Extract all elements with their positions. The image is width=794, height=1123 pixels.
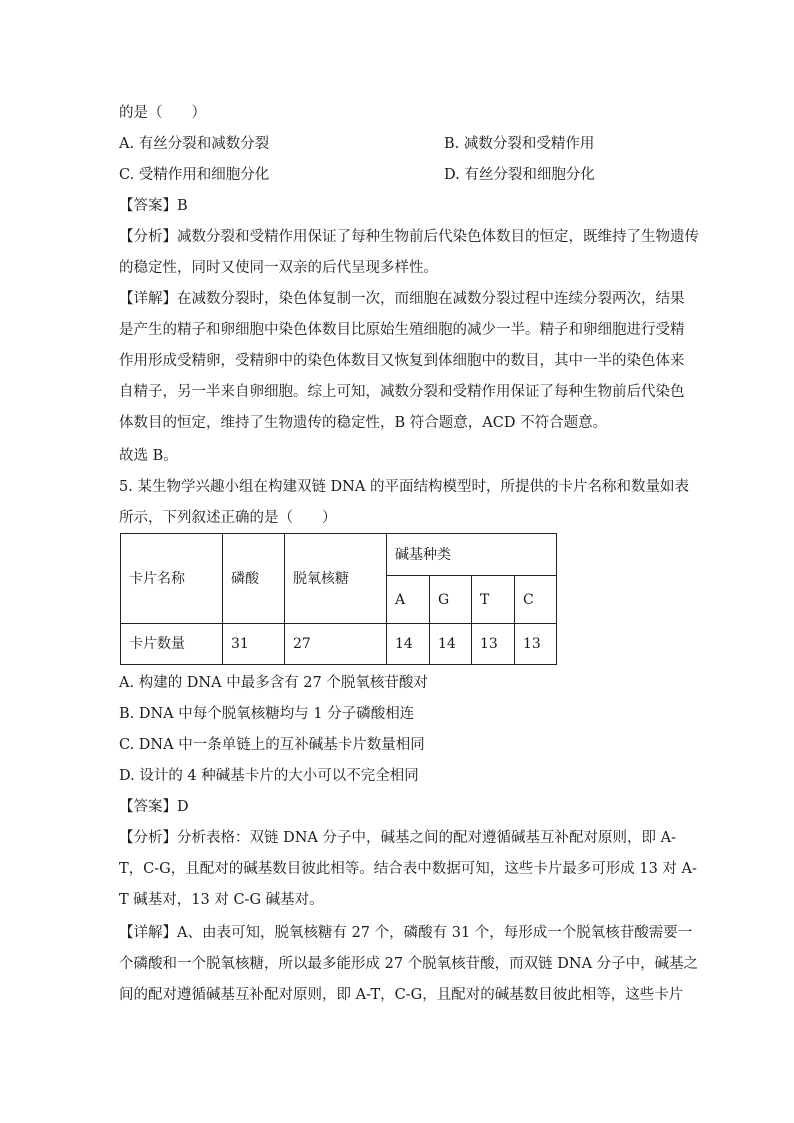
table-cell-c-count: 13	[515, 624, 557, 665]
detail-line: 自精子，另一半来自卵细胞。综上可知，减数分裂和受精作用保证了每种生物前后代染色	[119, 384, 685, 400]
option-b: B. 减数分裂和受精作用	[444, 136, 595, 152]
detail-line: 个磷酸和一个脱氧核糖，所以最多能形成 27 个脱氧核苷酸，而双链 DNA 分子中，碱基之	[119, 956, 699, 972]
option-c: C. 受精作用和细胞分化	[119, 167, 270, 183]
conclusion-line: 故选 B。	[119, 448, 178, 464]
table-cell-deoxyribose-count: 27	[285, 624, 387, 665]
option-a: A. 构建的 DNA 中最多含有 27 个脱氧核苷酸对	[119, 675, 428, 691]
table-header-deoxyribose: 脱氧核糖	[285, 534, 387, 624]
analysis-line: 【分析】分析表格：双链 DNA 分子中，碱基之间的配对遵循碱基互补配对原则，即 A-	[119, 830, 676, 846]
table-header-base-c: C	[515, 576, 557, 624]
option-c: C. DNA 中一条单链上的互补碱基卡片数量相同	[119, 737, 425, 753]
option-d: D. 设计的 4 种碱基卡片的大小可以不完全相同	[119, 768, 419, 784]
analysis-line: T 碱基对，13 对 C-G 碱基对。	[119, 892, 324, 908]
answer-line: 【答案】D	[119, 799, 189, 815]
detail-line: 体数目的恒定，维持了生物遗传的稳定性，B 符合题意，ACD 不符合题意。	[119, 415, 608, 431]
option-b: B. DNA 中每个脱氧核糖均与 1 分子磷酸相连	[119, 706, 415, 722]
card-table	[120, 533, 557, 665]
option-a: A. 有丝分裂和减数分裂	[119, 136, 270, 152]
option-d: D. 有丝分裂和细胞分化	[444, 167, 595, 183]
table-header-base-g: G	[430, 576, 472, 624]
table-cell-t-count: 13	[472, 624, 515, 665]
detail-line: 是产生的精子和卵细胞中染色体数目比原始生殖细胞的减少一半。精子和卵细胞进行受精	[119, 322, 685, 338]
table-header-base-type: 碱基种类	[387, 534, 557, 576]
table-header-card-name: 卡片名称	[121, 534, 223, 624]
question-stem-tail: 的是（ ）	[119, 105, 206, 121]
table-row-label: 卡片数量	[121, 624, 223, 665]
detail-line: 【详解】A、由表可知，脱氧核糖有 27 个，磷酸有 31 个，每形成一个脱氧核苷酸需要一	[119, 925, 693, 941]
analysis-line: T，C-G，且配对的碱基数目彼此相等。结合表中数据可知，这些卡片最多可形成 13 对 A-	[119, 861, 697, 877]
analysis-line: 【分析】减数分裂和受精作用保证了每种生物前后代染色体数目的恒定，既维持了生物遗传	[119, 229, 699, 245]
question-5-stem: 5. 某生物学兴趣小组在构建双链 DNA 的平面结构模型时，所提供的卡片名称和数量如表	[119, 479, 689, 495]
table-cell-phosphate-count: 31	[223, 624, 285, 665]
table-cell-a-count: 14	[387, 624, 430, 665]
table-cell-g-count: 14	[430, 624, 472, 665]
answer-line: 【答案】B	[119, 198, 188, 214]
table-header-base-a: A	[387, 576, 430, 624]
detail-line: 【详解】在减数分裂时，染色体复制一次，而细胞在减数分裂过程中连续分裂两次，结果	[119, 291, 685, 307]
analysis-line: 的稳定性，同时又使同一双亲的后代呈现多样性。	[119, 260, 438, 276]
detail-line: 间的配对遵循碱基互补配对原则，即 A-T，C-G，且配对的碱基数目彼此相等，这些卡片	[119, 987, 684, 1003]
question-5-stem: 所示，下列叙述正确的是（ ）	[119, 510, 337, 526]
table-header-phosphate: 磷酸	[223, 534, 285, 624]
detail-line: 作用形成受精卵，受精卵中的染色体数目又恢复到体细胞中的数目，其中一半的染色体来	[119, 353, 685, 369]
table-header-base-t: T	[472, 576, 515, 624]
table-row	[121, 624, 557, 665]
